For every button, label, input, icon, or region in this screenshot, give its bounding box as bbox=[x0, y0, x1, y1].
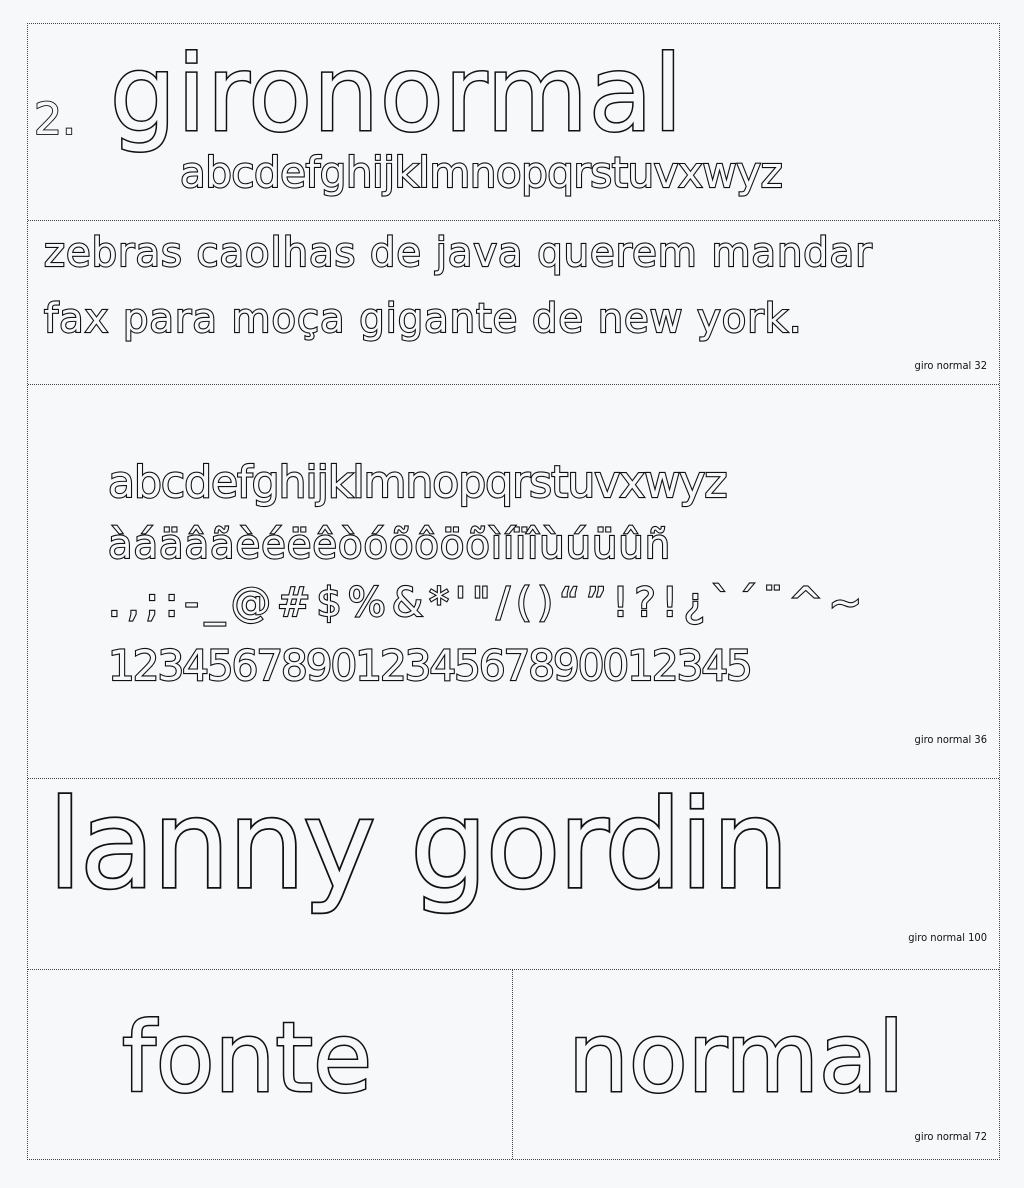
footer-caption: giro normal 72 bbox=[914, 1130, 987, 1143]
header-panel bbox=[28, 24, 999, 221]
specimen-number: 2. bbox=[34, 94, 76, 145]
pangram-line-1: zebras caolhas de java querem mandar bbox=[44, 230, 873, 276]
display-caption: giro normal 100 bbox=[908, 931, 987, 944]
footer-right-word: normal bbox=[568, 1002, 905, 1114]
charset-panel bbox=[28, 385, 999, 779]
charset-caption: giro normal 36 bbox=[914, 733, 987, 746]
display-panel bbox=[28, 774, 999, 970]
charset-punctuation: .,;:-_@#$%&*'"/()“”!?!¿`´¨^~ bbox=[108, 580, 869, 626]
display-text: lanny gordin bbox=[48, 774, 788, 916]
charset-numbers: 12345678901234567890012345 bbox=[108, 641, 751, 690]
pangram-line-2: fax para moça gigante de new york. bbox=[44, 296, 803, 342]
pangram-panel bbox=[28, 221, 999, 385]
specimen-sheet bbox=[27, 23, 1000, 1160]
font-name-title: gironormal bbox=[110, 33, 684, 155]
header-alphabet: abcdefghijklmnopqrstuvxwyz bbox=[180, 148, 783, 197]
footer-divider bbox=[512, 970, 513, 1159]
charset-lowercase: abcdefghijklmnopqrstuvxwyz bbox=[108, 457, 727, 508]
footer-panel bbox=[28, 970, 999, 1159]
footer-left-word: fonte bbox=[122, 1002, 373, 1114]
charset-accents: àáäâãèéëêòóõôöõìíïîùúüûñ bbox=[108, 522, 672, 568]
pangram-caption: giro normal 32 bbox=[914, 359, 987, 372]
